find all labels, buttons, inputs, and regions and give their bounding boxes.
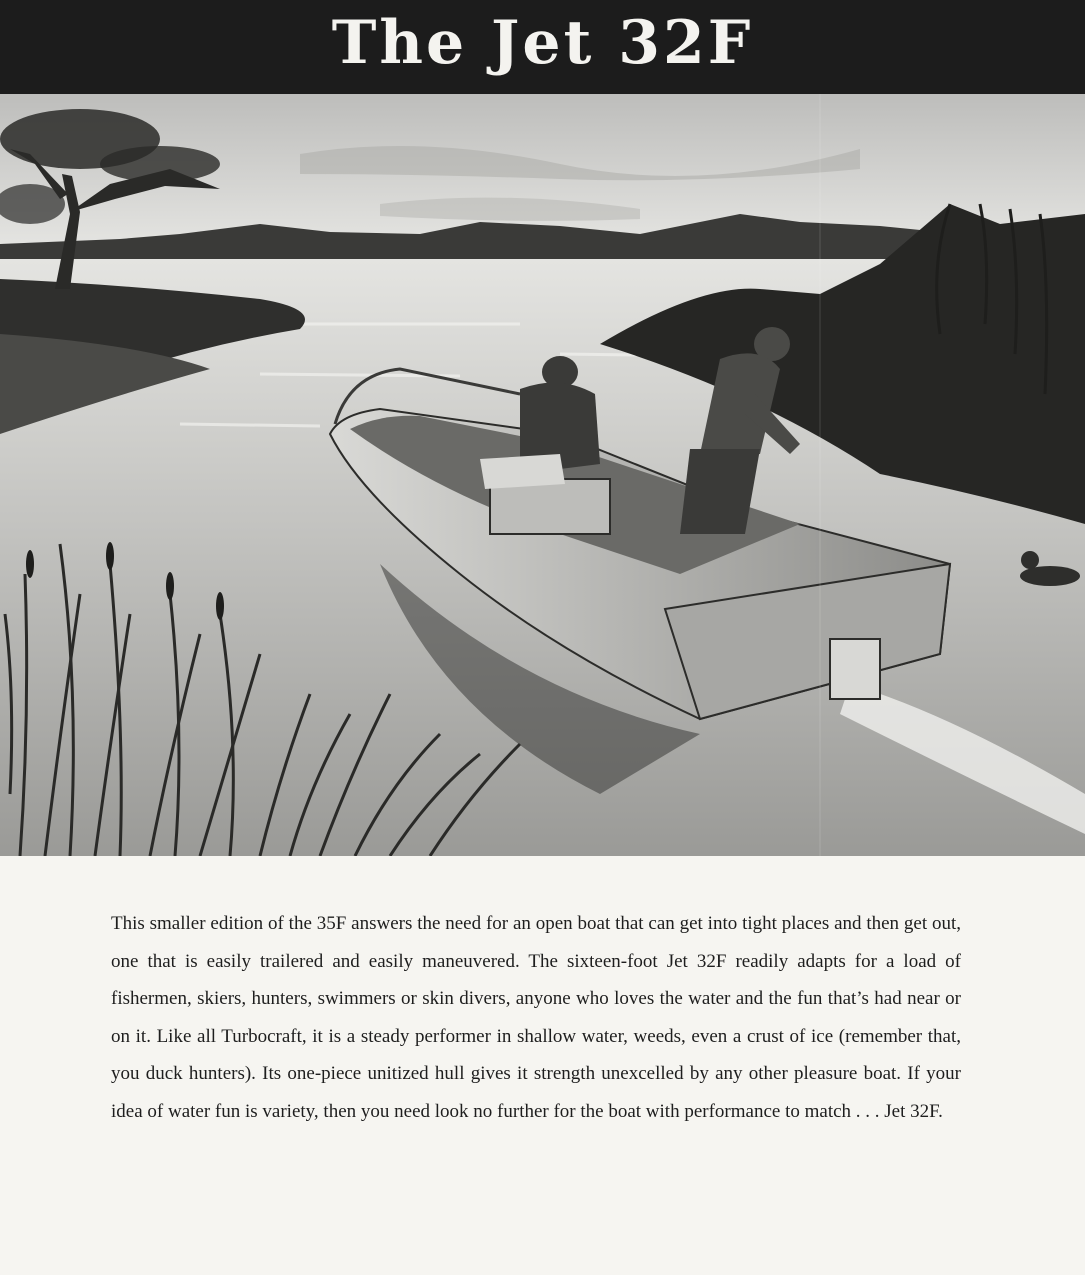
- description-paragraph: This smaller edition of the 35F answers the need for an open boat that can get into tight places and then get out, one that is easily trailered and easily maneuvered. The sixteen-foot Jet 32F readily adapts for a load of fishermen, skiers, hunters, swimmers or skin divers, anyone who loves the water and the fun that’s had near or on it. Like all Turbocraft, it is a steady performer in shallow water, weeds, even a crust of ice (remember that, you duck hunters). Its one-piece unitized hull gives it strength unexcelled by any other pleasure boat. If your idea of water fun is variety, then you need look no further for the boat with performance to match . . . Jet 32F.: [111, 913, 961, 1122]
- page-title: The Jet 32F: [331, 8, 754, 78]
- jet-unit: [830, 639, 880, 699]
- title-banner: [0, 0, 1085, 98]
- boat-illustration: [0, 94, 1085, 856]
